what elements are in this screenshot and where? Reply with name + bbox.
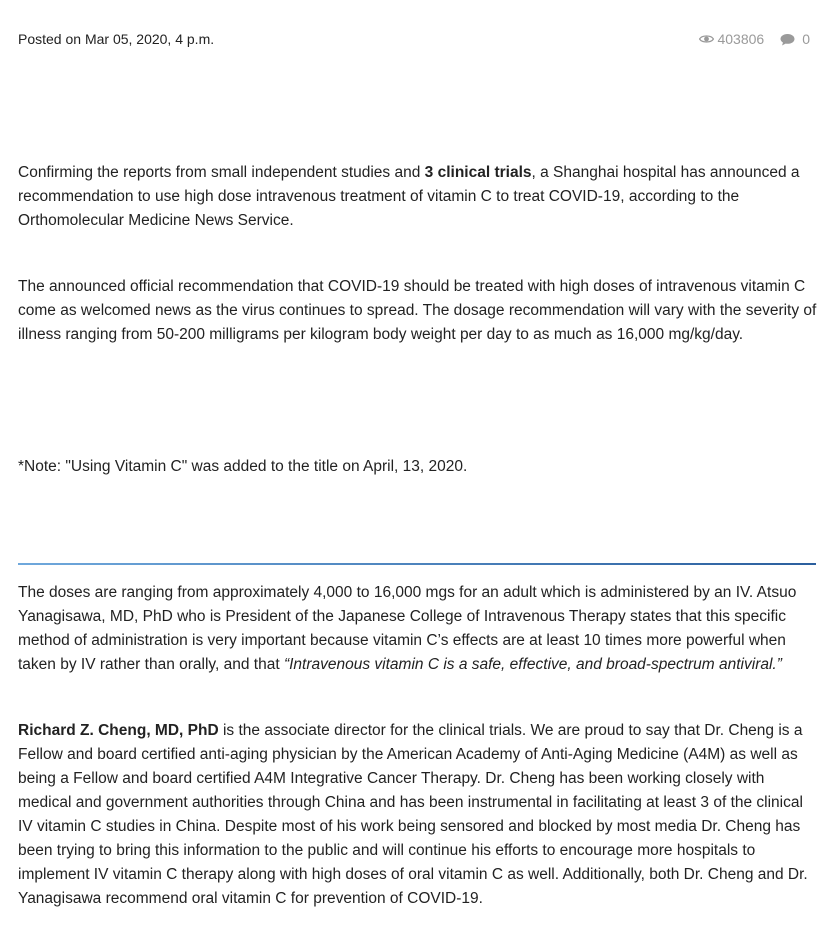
posted-date: Posted on Mar 05, 2020, 4 p.m. [18, 31, 215, 47]
article-paragraph-2: The announced official recommendation that COVID-19 should be treated with high doses of intravenous vitamin C come as welcomed news as the virus continues to spread. The dosage recommendation will vary with the severity of illness ranging from 50-200 milligrams per kilogram body weight per day to as much as 16,000 mg/kg/day. [18, 278, 817, 343]
paragraph-text: Confirming the reports from small independent studies and [18, 164, 425, 181]
comment-bubble-icon [780, 33, 795, 46]
paragraph-text: The doses are ranging from approximately 4,000 to 16,000 mgs for an adult which is administered by an IV. Atsuo Yanagisawa, MD, PhD who is President of the Japanese College of Intravenous Therapy states that this specific method of administration is very important because vitamin C’s effects are at least 10 times more powerful when taken by IV rather than orally, and that [18, 584, 797, 673]
article-paragraph-1 [18, 161, 818, 233]
title-update-note: *Note: "Using Vitamin C" was added to the title on April, 13, 2020. [18, 458, 468, 475]
clinical-trials-link[interactable]: 3 clinical trials [424, 164, 532, 181]
paragraph-text: is the associate director for the clinical trials. We are proud to say that Dr. Cheng is a Fellow and board certified anti-aging physician by the American Academy of Anti-Aging Medicine (A4M) as well as being a Fellow and board certified A4M Integrative Cancer Therapy. Dr. Cheng has been working closely with medical and government authorities through China and has been instrumental in facilitating at least 3 of the clinical IV vitamin C studies in China. Despite most of his work being sensored and blocked by most media Dr. Cheng has been trying to bring this information to the public and will continue his efforts to encourage more hospitals to implement IV vitamin C therapy along with high doses of oral vitamin C as well. Additionally, both Dr. Cheng and Dr. Yanagisawa recommend oral vitamin C for prevention of COVID-19. [18, 722, 808, 907]
views-count: 403806 [717, 31, 765, 47]
author-name: Richard Z. Cheng, MD, PhD [18, 722, 219, 739]
comments-stat[interactable] [780, 29, 810, 49]
paragraph-text: , a Shanghai hospital has announced a recommendation to use high dose intravenous treatment of vitamin C to treat COVID-19, according to the Orthomolecular Medicine News Service. [18, 164, 800, 229]
section-divider [18, 563, 816, 565]
eye-icon [699, 34, 714, 44]
article-paragraph-4 [18, 719, 818, 911]
article-stats [699, 29, 810, 49]
comments-count: 0 [802, 31, 810, 47]
antiviral-quote: “Intravenous vitamin C is a safe, effective, and broad-spectrum antiviral.” [283, 656, 782, 673]
article-meta-bar [18, 29, 818, 49]
views-stat [699, 29, 764, 49]
article-paragraph-3 [18, 581, 818, 677]
